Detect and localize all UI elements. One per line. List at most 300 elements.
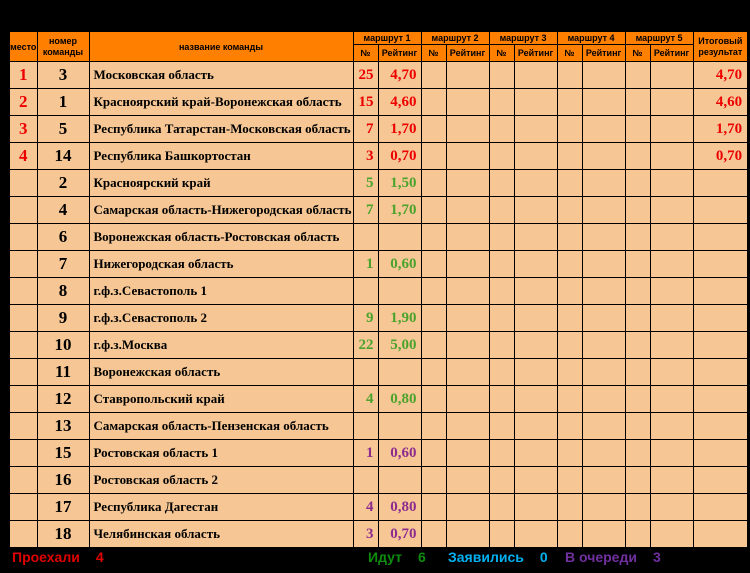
route5-rating-cell [650, 467, 693, 494]
total-cell [693, 467, 748, 494]
team-name-cell: Московская область [89, 62, 353, 89]
route1-rating-cell [378, 224, 421, 251]
route2-rating-cell [446, 89, 489, 116]
place-cell [9, 413, 37, 440]
route2-rating-cell [446, 440, 489, 467]
route2-num-cell [421, 521, 446, 549]
table-row [9, 305, 748, 332]
team-name-cell: Ростовская область 2 [89, 467, 353, 494]
route2-num-cell [421, 494, 446, 521]
total-cell: 0,70 [693, 143, 748, 170]
legend-queued [565, 549, 661, 565]
route4-num-cell [557, 278, 582, 305]
route2-rating-cell [446, 116, 489, 143]
table-body [9, 62, 748, 549]
table-row [9, 143, 748, 170]
route1-num-cell: 7 [353, 116, 378, 143]
route1-num-cell: 1 [353, 251, 378, 278]
route2-rating-cell [446, 386, 489, 413]
route3-rating-cell [514, 251, 557, 278]
results-table [8, 30, 749, 549]
route4-num-cell [557, 170, 582, 197]
route5-rating-cell [650, 251, 693, 278]
route4-num-cell [557, 494, 582, 521]
route1-rating-cell: 0,80 [378, 494, 421, 521]
route2-rating-cell [446, 467, 489, 494]
route4-rating-cell [582, 170, 625, 197]
table-row [9, 359, 748, 386]
route4-rating-cell [582, 62, 625, 89]
total-cell [693, 359, 748, 386]
total-cell [693, 521, 748, 549]
team-number-cell: 13 [37, 413, 89, 440]
header-route-5: маршрут 5 [625, 31, 693, 45]
legend-queued-count: 3 [652, 549, 661, 565]
team-number-cell: 10 [37, 332, 89, 359]
table-row [9, 251, 748, 278]
total-cell [693, 278, 748, 305]
header-route-1-num: № [353, 45, 378, 62]
route5-num-cell [625, 62, 650, 89]
route3-num-cell [489, 413, 514, 440]
route4-rating-cell [582, 89, 625, 116]
route4-num-cell [557, 332, 582, 359]
header-route-1-rating: Рейтинг [378, 45, 421, 62]
route5-rating-cell [650, 413, 693, 440]
header-route-5-rating: Рейтинг [650, 45, 693, 62]
header-route-2-rating: Рейтинг [446, 45, 489, 62]
route1-rating-cell: 4,60 [378, 89, 421, 116]
team-name-cell: Республика Дагестан [89, 494, 353, 521]
place-cell [9, 440, 37, 467]
total-cell [693, 413, 748, 440]
route2-num-cell [421, 305, 446, 332]
route3-rating-cell [514, 278, 557, 305]
route2-rating-cell [446, 170, 489, 197]
header-route-4: маршрут 4 [557, 31, 625, 45]
route3-num-cell [489, 89, 514, 116]
route2-num-cell [421, 197, 446, 224]
route4-rating-cell [582, 413, 625, 440]
route1-num-cell: 7 [353, 197, 378, 224]
header-route-3-num: № [489, 45, 514, 62]
table-row [9, 440, 748, 467]
route5-rating-cell [650, 197, 693, 224]
route4-rating-cell [582, 278, 625, 305]
team-number-cell: 4 [37, 197, 89, 224]
route5-rating-cell [650, 494, 693, 521]
legend-on-route-label: Идут [368, 549, 402, 565]
team-name-cell: Самарская область-Нижегородская область [89, 197, 353, 224]
place-cell [9, 224, 37, 251]
route5-num-cell [625, 278, 650, 305]
route4-rating-cell [582, 386, 625, 413]
legend-queued-label: В очереди [565, 549, 637, 565]
header-route-3: маршрут 3 [489, 31, 557, 45]
header-route-3-rating: Рейтинг [514, 45, 557, 62]
route3-rating-cell [514, 521, 557, 549]
route5-num-cell [625, 467, 650, 494]
route3-num-cell [489, 359, 514, 386]
route4-num-cell [557, 521, 582, 549]
route5-rating-cell [650, 332, 693, 359]
route1-rating-cell: 0,80 [378, 386, 421, 413]
route3-num-cell [489, 197, 514, 224]
route3-num-cell [489, 170, 514, 197]
total-cell [693, 224, 748, 251]
route4-num-cell [557, 224, 582, 251]
route4-num-cell [557, 251, 582, 278]
route3-rating-cell [514, 413, 557, 440]
route1-num-cell: 5 [353, 170, 378, 197]
table-row [9, 224, 748, 251]
total-cell: 4,70 [693, 62, 748, 89]
route4-num-cell [557, 62, 582, 89]
route2-rating-cell [446, 143, 489, 170]
route1-num-cell: 3 [353, 521, 378, 549]
route2-num-cell [421, 332, 446, 359]
route1-rating-cell: 1,70 [378, 116, 421, 143]
route3-num-cell [489, 224, 514, 251]
route2-rating-cell [446, 62, 489, 89]
route2-rating-cell [446, 197, 489, 224]
route1-rating-cell: 0,70 [378, 521, 421, 549]
route1-num-cell: 22 [353, 332, 378, 359]
team-number-cell: 12 [37, 386, 89, 413]
table-row [9, 494, 748, 521]
route3-num-cell [489, 521, 514, 549]
route1-num-cell: 25 [353, 62, 378, 89]
legend-finished-label: Проехали [12, 549, 80, 565]
header-route-1: маршрут 1 [353, 31, 421, 45]
header-route-5-num: № [625, 45, 650, 62]
route2-rating-cell [446, 521, 489, 549]
table-row [9, 170, 748, 197]
team-number-cell: 1 [37, 89, 89, 116]
total-cell [693, 170, 748, 197]
total-cell [693, 440, 748, 467]
team-name-cell: г.ф.з.Севастополь 1 [89, 278, 353, 305]
route1-num-cell [353, 278, 378, 305]
total-cell [693, 494, 748, 521]
header-total: Итоговый результат [693, 31, 748, 62]
route5-rating-cell [650, 170, 693, 197]
route3-rating-cell [514, 494, 557, 521]
route1-num-cell [353, 413, 378, 440]
route4-num-cell [557, 386, 582, 413]
total-cell: 1,70 [693, 116, 748, 143]
table-row [9, 62, 748, 89]
total-cell [693, 386, 748, 413]
route2-rating-cell [446, 305, 489, 332]
legend-on-route-count: 6 [417, 549, 426, 565]
route3-rating-cell [514, 359, 557, 386]
table-row [9, 89, 748, 116]
place-cell [9, 494, 37, 521]
route4-rating-cell [582, 332, 625, 359]
legend-finished [12, 549, 104, 565]
route4-rating-cell [582, 494, 625, 521]
team-name-cell: Нижегородская область [89, 251, 353, 278]
route4-rating-cell [582, 440, 625, 467]
place-cell: 2 [9, 89, 37, 116]
total-cell: 4,60 [693, 89, 748, 116]
team-name-cell: Самарская область-Пензенская область [89, 413, 353, 440]
route3-num-cell [489, 440, 514, 467]
place-cell [9, 305, 37, 332]
route5-rating-cell [650, 386, 693, 413]
route3-rating-cell [514, 305, 557, 332]
team-name-cell: г.ф.з.Москва [89, 332, 353, 359]
place-cell [9, 467, 37, 494]
route5-rating-cell [650, 116, 693, 143]
route2-rating-cell [446, 332, 489, 359]
route5-num-cell [625, 251, 650, 278]
place-cell: 4 [9, 143, 37, 170]
route1-rating-cell [378, 359, 421, 386]
route3-num-cell [489, 116, 514, 143]
route3-rating-cell [514, 170, 557, 197]
route4-rating-cell [582, 521, 625, 549]
route1-num-cell: 4 [353, 494, 378, 521]
route2-num-cell [421, 440, 446, 467]
header-team-name: название команды [89, 31, 353, 62]
team-number-cell: 8 [37, 278, 89, 305]
route4-num-cell [557, 89, 582, 116]
route5-rating-cell [650, 143, 693, 170]
route1-num-cell: 3 [353, 143, 378, 170]
route5-num-cell [625, 89, 650, 116]
route4-num-cell [557, 413, 582, 440]
route2-rating-cell [446, 494, 489, 521]
team-number-cell: 5 [37, 116, 89, 143]
route1-rating-cell: 1,70 [378, 197, 421, 224]
route4-rating-cell [582, 197, 625, 224]
route5-num-cell [625, 116, 650, 143]
route1-num-cell [353, 224, 378, 251]
route3-rating-cell [514, 224, 557, 251]
team-number-cell: 7 [37, 251, 89, 278]
team-number-cell: 18 [37, 521, 89, 549]
route5-rating-cell [650, 305, 693, 332]
legend-declared [448, 549, 548, 565]
team-number-cell: 16 [37, 467, 89, 494]
route5-num-cell [625, 332, 650, 359]
route1-rating-cell [378, 278, 421, 305]
route1-rating-cell [378, 467, 421, 494]
place-cell [9, 359, 37, 386]
route5-num-cell [625, 197, 650, 224]
header-place: место [9, 31, 37, 62]
route4-rating-cell [582, 143, 625, 170]
route2-num-cell [421, 413, 446, 440]
route2-rating-cell [446, 413, 489, 440]
route1-rating-cell: 1,90 [378, 305, 421, 332]
route5-num-cell [625, 521, 650, 549]
route5-num-cell [625, 413, 650, 440]
route5-num-cell [625, 224, 650, 251]
route3-rating-cell [514, 197, 557, 224]
place-cell [9, 170, 37, 197]
header-route-2-num: № [421, 45, 446, 62]
route5-num-cell [625, 440, 650, 467]
route1-rating-cell: 0,60 [378, 251, 421, 278]
table-row [9, 467, 748, 494]
route3-rating-cell [514, 386, 557, 413]
team-number-cell: 11 [37, 359, 89, 386]
team-name-cell: Красноярский край [89, 170, 353, 197]
route5-num-cell [625, 305, 650, 332]
route1-num-cell: 1 [353, 440, 378, 467]
route1-num-cell [353, 359, 378, 386]
route4-rating-cell [582, 224, 625, 251]
route5-num-cell [625, 170, 650, 197]
table-header [9, 31, 748, 62]
route4-rating-cell [582, 251, 625, 278]
route2-num-cell [421, 89, 446, 116]
legend-finished-count: 4 [95, 549, 104, 565]
total-cell [693, 251, 748, 278]
route5-rating-cell [650, 89, 693, 116]
team-number-cell: 17 [37, 494, 89, 521]
route4-num-cell [557, 197, 582, 224]
route2-num-cell [421, 116, 446, 143]
route4-num-cell [557, 305, 582, 332]
route2-num-cell [421, 359, 446, 386]
team-name-cell: Воронежская область-Ростовская область [89, 224, 353, 251]
place-cell [9, 197, 37, 224]
route3-rating-cell [514, 116, 557, 143]
route3-rating-cell [514, 89, 557, 116]
route5-rating-cell [650, 62, 693, 89]
route3-num-cell [489, 494, 514, 521]
route5-rating-cell [650, 359, 693, 386]
team-number-cell: 15 [37, 440, 89, 467]
route3-num-cell [489, 143, 514, 170]
place-cell: 3 [9, 116, 37, 143]
route1-num-cell: 15 [353, 89, 378, 116]
route2-rating-cell [446, 359, 489, 386]
route4-num-cell [557, 143, 582, 170]
team-number-cell: 14 [37, 143, 89, 170]
total-cell [693, 332, 748, 359]
team-name-cell: г.ф.з.Севастополь 2 [89, 305, 353, 332]
place-cell: 1 [9, 62, 37, 89]
team-name-cell: Челябинская область [89, 521, 353, 549]
route3-rating-cell [514, 332, 557, 359]
team-name-cell: Республика Башкортостан [89, 143, 353, 170]
route3-rating-cell [514, 440, 557, 467]
route2-num-cell [421, 62, 446, 89]
team-name-cell: Воронежская область [89, 359, 353, 386]
table-row [9, 413, 748, 440]
route2-num-cell [421, 467, 446, 494]
route2-rating-cell [446, 251, 489, 278]
route3-rating-cell [514, 467, 557, 494]
route2-num-cell [421, 386, 446, 413]
total-cell [693, 305, 748, 332]
route5-num-cell [625, 359, 650, 386]
route2-rating-cell [446, 278, 489, 305]
legend-declared-label: Заявились [448, 549, 524, 565]
route3-rating-cell [514, 143, 557, 170]
route2-rating-cell [446, 224, 489, 251]
table-row [9, 386, 748, 413]
header-team-number: номер команды [37, 31, 89, 62]
results-table-wrap [8, 30, 747, 549]
route1-rating-cell: 0,60 [378, 440, 421, 467]
route4-num-cell [557, 359, 582, 386]
table-row [9, 197, 748, 224]
route5-rating-cell [650, 521, 693, 549]
route3-num-cell [489, 467, 514, 494]
route2-num-cell [421, 251, 446, 278]
route1-rating-cell: 4,70 [378, 62, 421, 89]
route5-num-cell [625, 386, 650, 413]
route3-num-cell [489, 332, 514, 359]
team-name-cell: Ростовская область 1 [89, 440, 353, 467]
team-name-cell: Красноярский край-Воронежская область [89, 89, 353, 116]
route3-num-cell [489, 278, 514, 305]
route4-num-cell [557, 116, 582, 143]
header-route-4-num: № [557, 45, 582, 62]
table-row [9, 116, 748, 143]
route2-num-cell [421, 224, 446, 251]
route4-num-cell [557, 467, 582, 494]
total-cell [693, 197, 748, 224]
route4-rating-cell [582, 305, 625, 332]
route1-rating-cell: 5,00 [378, 332, 421, 359]
table-row [9, 332, 748, 359]
team-number-cell: 9 [37, 305, 89, 332]
place-cell [9, 251, 37, 278]
route5-rating-cell [650, 440, 693, 467]
route5-num-cell [625, 494, 650, 521]
route4-rating-cell [582, 116, 625, 143]
route5-rating-cell [650, 224, 693, 251]
route1-num-cell: 4 [353, 386, 378, 413]
team-name-cell: Республика Татарстан-Московская область [89, 116, 353, 143]
table-row [9, 521, 748, 549]
route2-num-cell [421, 170, 446, 197]
header-route-2: маршрут 2 [421, 31, 489, 45]
header-route-4-rating: Рейтинг [582, 45, 625, 62]
route1-rating-cell: 1,50 [378, 170, 421, 197]
place-cell [9, 332, 37, 359]
place-cell [9, 386, 37, 413]
team-number-cell: 6 [37, 224, 89, 251]
route5-rating-cell [650, 278, 693, 305]
team-number-cell: 2 [37, 170, 89, 197]
place-cell [9, 521, 37, 549]
route4-num-cell [557, 440, 582, 467]
route1-rating-cell [378, 413, 421, 440]
route3-num-cell [489, 305, 514, 332]
team-number-cell: 3 [37, 62, 89, 89]
route3-num-cell [489, 62, 514, 89]
route1-num-cell: 9 [353, 305, 378, 332]
table-row [9, 278, 748, 305]
route1-rating-cell: 0,70 [378, 143, 421, 170]
route3-num-cell [489, 251, 514, 278]
team-name-cell: Ставропольский край [89, 386, 353, 413]
route2-num-cell [421, 143, 446, 170]
route1-num-cell [353, 467, 378, 494]
legend-on-route [368, 549, 426, 565]
route4-rating-cell [582, 359, 625, 386]
route3-num-cell [489, 386, 514, 413]
route3-rating-cell [514, 62, 557, 89]
